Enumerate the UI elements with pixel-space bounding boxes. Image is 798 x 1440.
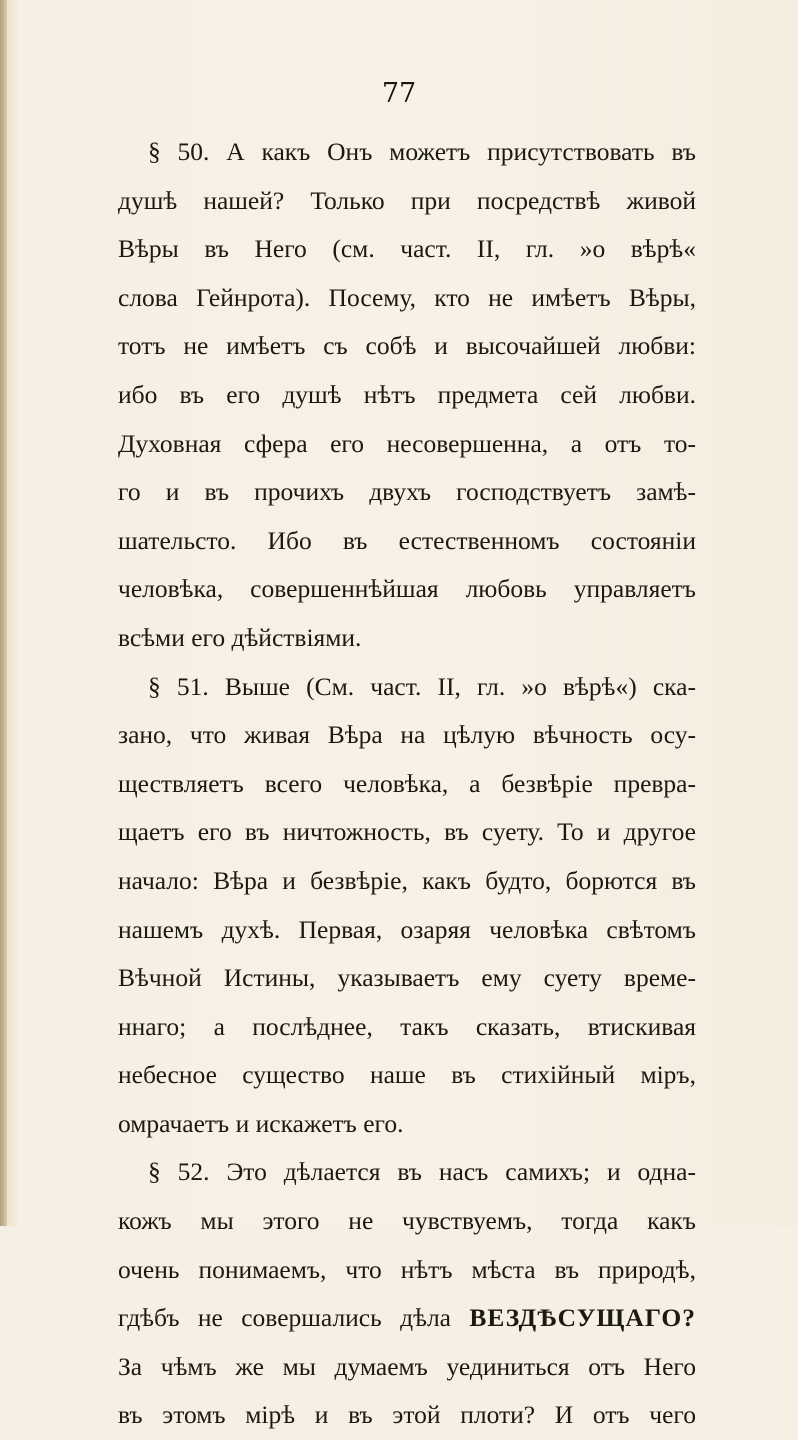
text-line: § 52. Это дѣлается въ насъ самихъ; и одна-	[148, 1157, 696, 1187]
text-line: § 50. А какъ Онъ можетъ присутствовать въ	[148, 137, 696, 166]
text-line: омрачаетъ и искажетъ его.	[118, 1108, 404, 1138]
page-binding-edge	[0, 0, 7, 1226]
text-line: душѣ нашей? Только при посредствѣ живой	[118, 185, 696, 215]
text-line: ществляетъ всего человѣка, а безвѣріе превра-	[118, 768, 696, 798]
page-number: 77	[381, 78, 417, 109]
text-line: го и въ прочихъ двухъ господствуетъ замѣ-	[118, 477, 696, 507]
text-line: начало: Вѣра и безвѣріе, какъ будто, борются въ	[118, 865, 696, 895]
text-line: Вѣры въ Него (см. част. II, гл. »о вѣрѣ«	[118, 234, 696, 264]
text-line: За чѣмъ же мы думаемъ уединиться отъ Него	[118, 1351, 696, 1381]
text-line: всѣми его дѣйствіями.	[118, 622, 362, 652]
text-line: тотъ не имѣетъ съ собѣ и высочайшей любви:	[118, 331, 696, 361]
text-line: § 51. Выше (См. част. II, гл. »о вѣрѣ«) ска-	[148, 671, 696, 701]
text-line: нашемъ духѣ. Первая, озаряя человѣка свѣтомъ	[118, 914, 696, 944]
text-line: щаетъ его въ ничтожность, въ суету. То и другое	[118, 817, 696, 847]
body-text	[118, 128, 696, 1440]
text-line: зано, что живая Вѣра на цѣлую вѣчность осу-	[118, 720, 696, 750]
text-line: ибо въ его душѣ нѣтъ предмета сей любви.	[118, 379, 696, 409]
text-line: въ этомъ мірѣ и въ этой плоти? И отъ чего	[118, 1400, 696, 1430]
text-line: небесное существо наше въ стихійный міръ,	[118, 1060, 696, 1090]
text-line: ннаго; а послѣднее, такъ сказать, втискивая	[118, 1011, 696, 1041]
text-line: слова Гейнрота). Посему, кто не имѣетъ Вѣры,	[118, 282, 696, 312]
text-line: человѣка, совершеннѣйшая любовь управляетъ	[118, 574, 696, 604]
text-line: Вѣчной Истины, указываетъ ему суету време-	[118, 963, 696, 993]
text-line: кожъ мы этого не чувствуемъ, тогда какъ	[118, 1206, 696, 1236]
text-line: шательсто. Ибо въ естественномъ состояніи	[118, 525, 696, 555]
text-line: Духовная сфера его несовершенна, а отъ то-	[118, 428, 696, 458]
emphasized-word: ВЕЗДѢСУЩАГО?	[469, 1303, 696, 1333]
text-line-part: гдѣбъ не совершались дѣла	[118, 1303, 451, 1333]
text-line: очень понимаемъ, что нѣтъ мѣста въ природѣ,	[118, 1254, 696, 1284]
text-line-with-emphasis	[118, 1294, 696, 1343]
